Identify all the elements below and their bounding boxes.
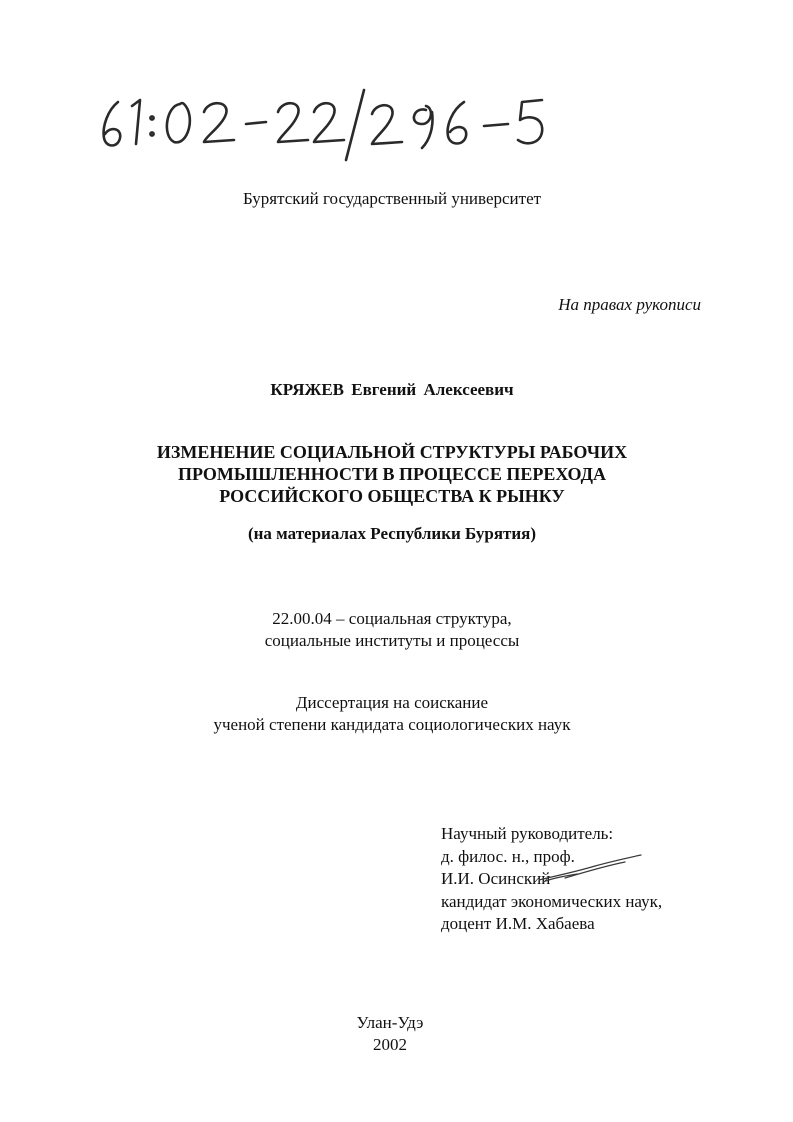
title-line: ИЗМЕНЕНИЕ СОЦИАЛЬНОЙ СТРУКТУРЫ РАБОЧИХ <box>156 442 628 462</box>
advisor-line: д. филос. н., проф. <box>441 846 575 866</box>
degree-line: Диссертация на соискание <box>295 693 489 712</box>
advisor-line: Научный руководитель: <box>441 824 614 843</box>
rights-note: На правах рукописи <box>558 295 701 314</box>
university-name: Бурятский государственный университет <box>242 189 542 208</box>
advisor-line: кандидат экономических наук, <box>441 891 663 911</box>
handwritten-archive-number <box>96 88 566 168</box>
author-name: КРЯЖЕВ Евгений Алексеевич <box>270 380 514 399</box>
degree-statement <box>0 692 784 736</box>
advisor-line: доцент И.М. Хабаева <box>441 914 595 933</box>
specialty-code <box>0 608 784 652</box>
city: Улан-Удэ <box>356 1013 424 1032</box>
dissertation-subtitle: (на материалах Республики Бурятия) <box>247 524 537 543</box>
specialty-line: социальные институты и процессы <box>264 631 520 650</box>
dissertation-title <box>0 441 784 507</box>
advisor-signature <box>535 852 645 884</box>
advisor-line: И.И. Осинский <box>441 869 551 888</box>
year: 2002 <box>373 1035 407 1054</box>
title-line: РОССИЙСКОГО ОБЩЕСТВА К РЫНКУ <box>219 486 565 506</box>
city-year <box>0 1012 780 1056</box>
title-line: ПРОМЫШЛЕННОСТИ В ПРОЦЕССЕ ПЕРЕХОДА <box>178 464 606 484</box>
specialty-line: 22.00.04 – социальная структура, <box>272 609 512 628</box>
degree-line: ученой степени кандидата социологических наук <box>213 715 571 734</box>
